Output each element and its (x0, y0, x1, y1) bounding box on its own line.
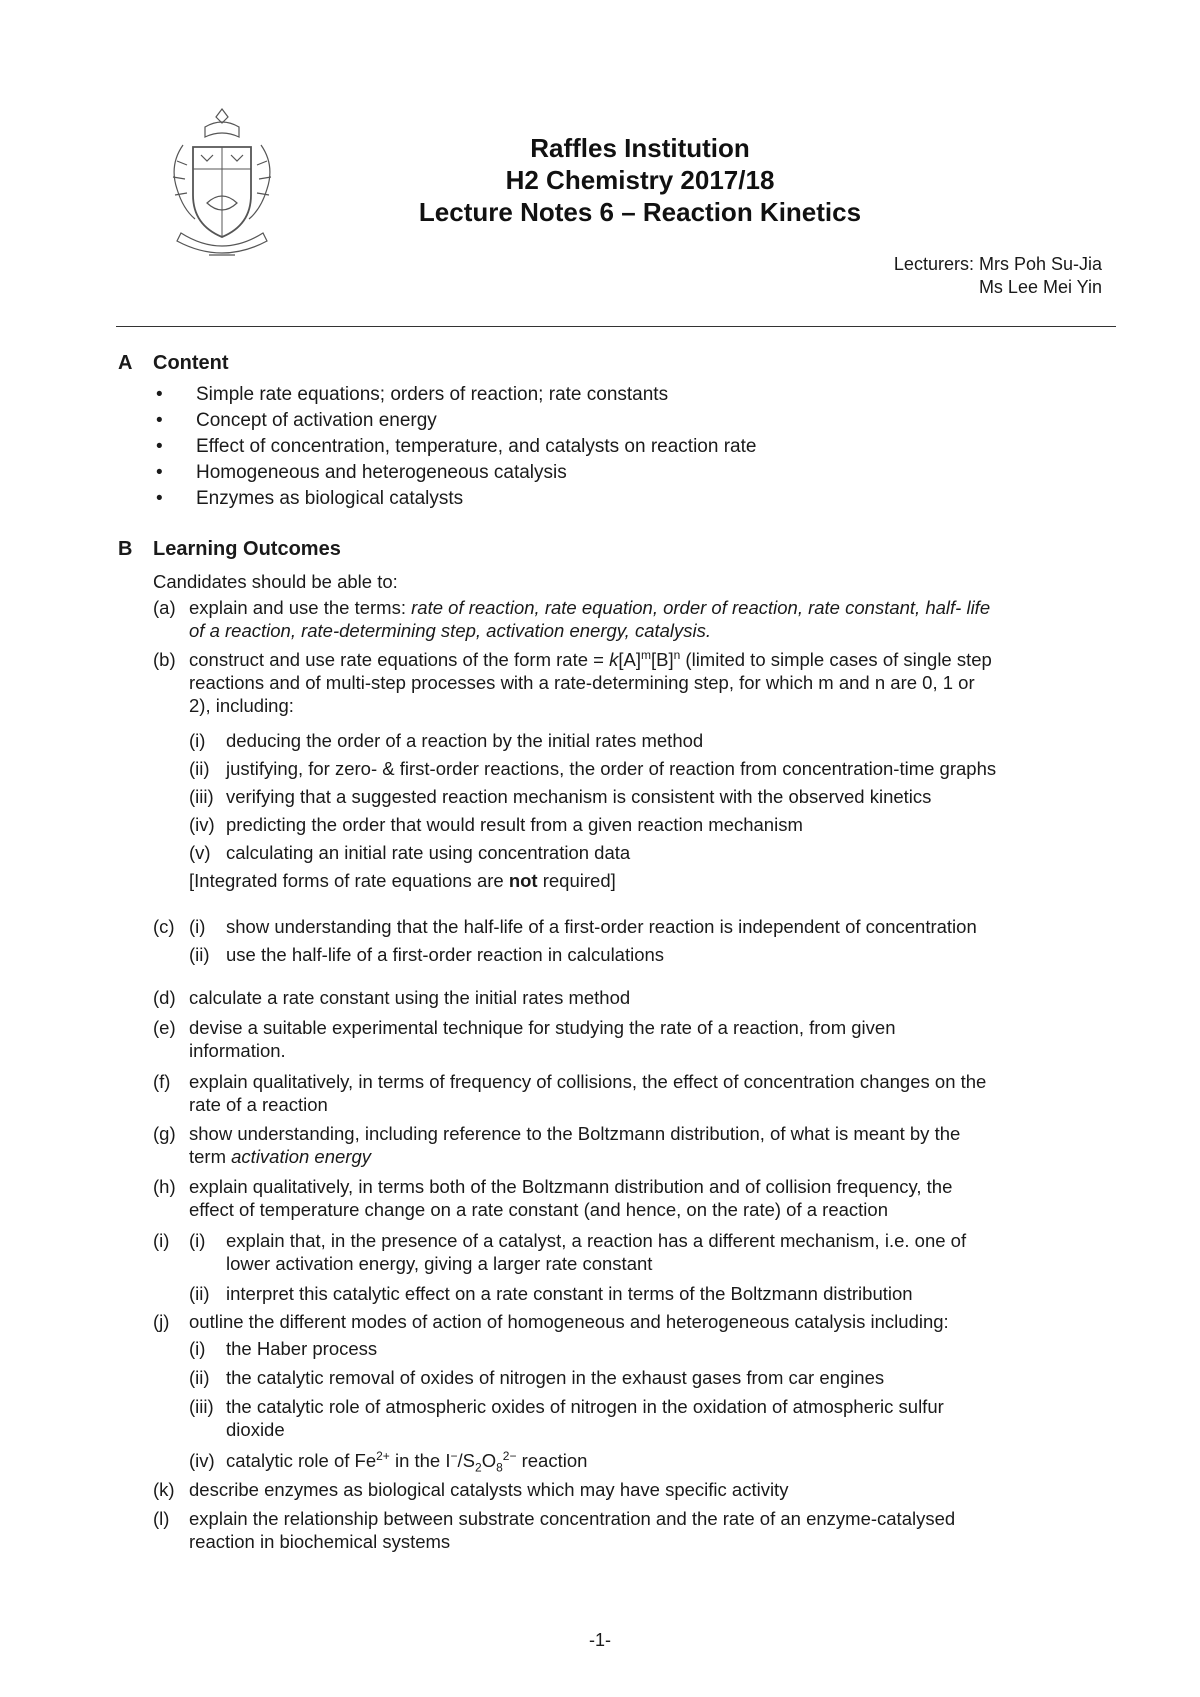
outcome-i-label: (i) (153, 1230, 170, 1251)
outcome-b-label: (b) (153, 649, 176, 670)
list-item: • Simple rate equations; orders of reaction; rate constants (156, 382, 756, 408)
outcome-i-ii-label: (ii) (189, 1283, 210, 1304)
outcome-j-iv-label: (iv) (189, 1450, 215, 1471)
bullet-icon: • (156, 384, 163, 405)
outcome-b: construct and use rate equations of the form rate = $k[A]^m[B]^n$ (limited to simple cases of single step reactions and of multi-step processes with a rate-determining step, for which m and n are 0, 1 or 2), including: (189, 647, 992, 716)
list-item: • Homogeneous and heterogeneous catalysis (156, 460, 756, 486)
list-item: • Enzymes as biological catalysts (156, 486, 756, 512)
list-item: • Concept of activation energy (156, 408, 756, 434)
outcome-c-ii: use the half-life of a first-order reaction in calculations (226, 944, 665, 965)
bullet-icon: • (156, 410, 163, 431)
outcome-j: outline the different modes of action of homogeneous and heterogeneous catalysis including: (189, 1311, 949, 1332)
outcome-b-iv-label: (iv) (189, 814, 215, 835)
bullet-icon: • (156, 436, 163, 457)
outcome-b-iii-label: (iii) (189, 786, 214, 807)
outcome-b-ii-label: (ii) (189, 758, 210, 779)
outcome-b-iv: predicting the order that would result from a given reaction mechanism (226, 814, 803, 835)
outcome-b-ii: justifying, for zero- & first-order reactions, the order of reaction from concentration-time graphs (226, 758, 997, 779)
header-divider (116, 326, 1116, 327)
lecturers (894, 253, 1102, 299)
outcome-j-i: the Haber process (226, 1338, 378, 1359)
lecturer-1: Lecturers: Mrs Poh Su-Jia (893, 254, 1102, 274)
outcome-g-label: (g) (153, 1123, 176, 1144)
outcome-g: show understanding, including reference to the Boltzmann distribution, of what is meant by the term activation energy (189, 1123, 961, 1167)
outcome-k: describe enzymes as biological catalysts which may have specific activity (189, 1479, 789, 1500)
outcome-k-label: (k) (153, 1479, 175, 1500)
outcome-b-i: deducing the order of a reaction by the initial rates method (226, 730, 704, 751)
document-header (380, 132, 900, 228)
outcome-j-label: (j) (153, 1311, 170, 1332)
outcome-c-i-label: (i) (189, 916, 206, 937)
course-name: H2 Chemistry 2017/18 (505, 165, 775, 195)
section-a-title: Content (153, 352, 229, 374)
outcome-i-i: explain that, in the presence of a catalyst, a reaction has a different mechanism, i.e. one of lower activation energy, giving a larger rate constant (226, 1230, 967, 1274)
outcome-l-label: (l) (153, 1508, 170, 1529)
institution-name: Raffles Institution (530, 133, 750, 163)
outcome-i-ii: interpret this catalytic effect on a rate constant in terms of the Boltzmann distribution (226, 1283, 913, 1304)
outcome-j-iii: the catalytic role of atmospheric oxides of nitrogen in the oxidation of atmospheric sulfur dioxide (226, 1396, 944, 1440)
outcome-j-ii-label: (ii) (189, 1367, 210, 1388)
outcome-f-label: (f) (153, 1071, 171, 1092)
outcome-b-iii: verifying that a suggested reaction mechanism is consistent with the observed kinetics (226, 786, 932, 807)
bullet-icon: • (156, 462, 163, 483)
section-a-letter: A (118, 352, 133, 374)
content-list (156, 382, 756, 512)
outcome-a-label: (a) (153, 597, 176, 618)
outcome-j-iv: catalytic role of $Fe^{2+}$ in the $I^-/S_2O_8^{2-}$ reaction (226, 1448, 588, 1475)
outcome-i-i-label: (i) (189, 1230, 206, 1251)
outcome-f: explain qualitatively, in terms of frequency of collisions, the effect of concentration changes on the rate of a reaction (189, 1071, 987, 1115)
outcome-d-label: (d) (153, 987, 176, 1008)
outcome-a: explain and use the terms: rate of reaction, rate equation, order of reaction, rate constant, half- life of a reaction, rate-determining step, activation energy, catalysis. (189, 597, 991, 641)
outcome-b-note: [Integrated forms of rate equations are not required] (189, 870, 616, 891)
outcome-d: calculate a rate constant using the initial rates method (189, 987, 631, 1008)
outcome-j-i-label: (i) (189, 1338, 206, 1359)
section-b-letter: B (118, 538, 133, 560)
page-number: -1- (589, 1630, 611, 1650)
outcome-b-v-label: (v) (189, 842, 211, 863)
outcome-b-i-label: (i) (189, 730, 206, 751)
lecture-title: Lecture Notes 6 – Reaction Kinetics (418, 197, 862, 227)
outcome-h: explain qualitatively, in terms both of the Boltzmann distribution and of collision frequency, the effect of temperature change on a rate constant (and hence, on the rate) of a reaction (189, 1176, 953, 1220)
outcome-b-v: calculating an initial rate using concentration data (226, 842, 631, 863)
outcome-j-iii-label: (iii) (189, 1396, 214, 1417)
outcome-l: explain the relationship between substrate concentration and the rate of an enzyme-catalysed reaction in biochemical systems (189, 1508, 956, 1552)
outcome-e: devise a suitable experimental technique for studying the rate of a reaction, from given information. (189, 1017, 896, 1061)
learning-outcomes-intro: Candidates should be able to: (153, 571, 398, 592)
school-crest-logo (163, 105, 281, 265)
outcome-c-label: (c) (153, 916, 175, 937)
section-b-title: Learning Outcomes (153, 538, 341, 560)
bullet-icon: • (156, 488, 163, 509)
list-item: • Effect of concentration, temperature, and catalysts on reaction rate (156, 434, 756, 460)
lecturer-2: Ms Lee Mei Yin (978, 277, 1102, 297)
outcome-c-i: show understanding that the half-life of a first-order reaction is independent of concentration (226, 916, 977, 937)
outcome-j-ii: the catalytic removal of oxides of nitrogen in the exhaust gases from car engines (226, 1367, 885, 1388)
outcome-c-ii-label: (ii) (189, 944, 210, 965)
outcome-e-label: (e) (153, 1017, 176, 1038)
outcome-h-label: (h) (153, 1176, 176, 1197)
